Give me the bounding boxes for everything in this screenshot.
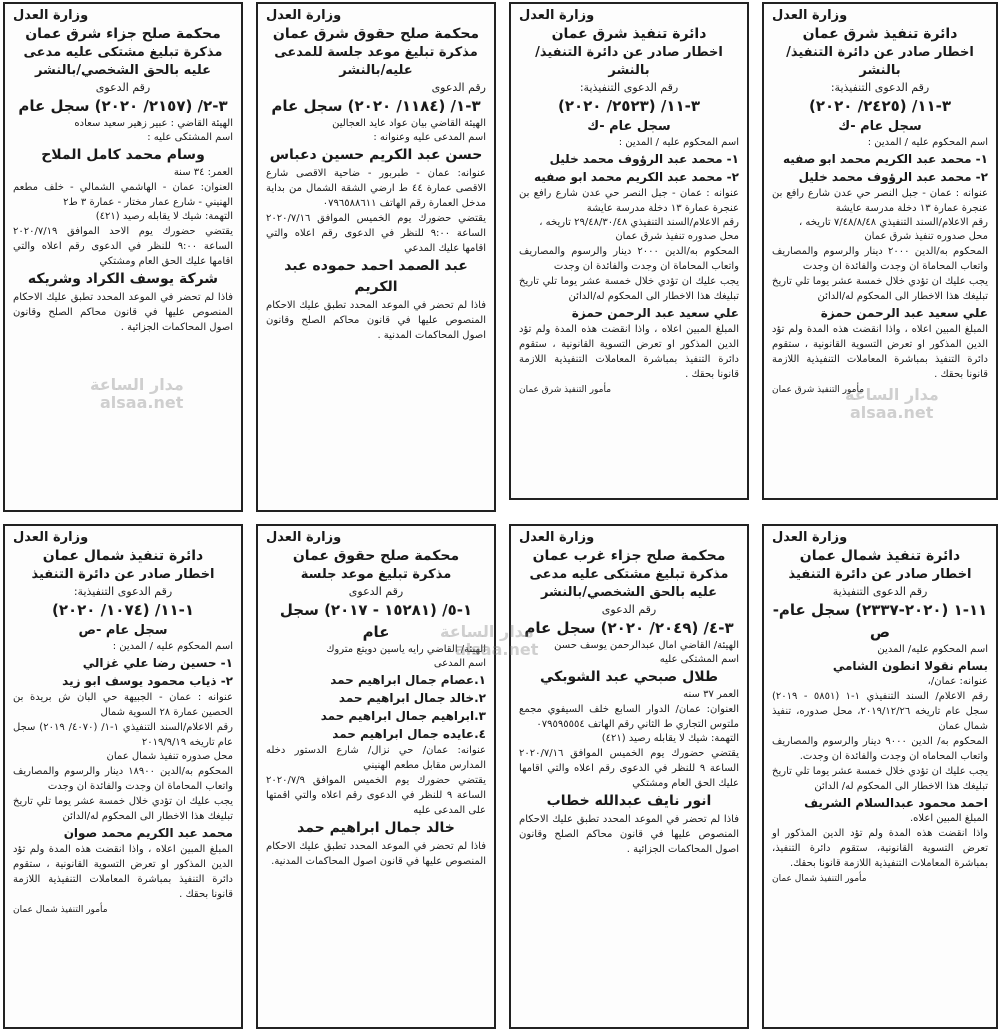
watermark-text: مدار الساعة: [845, 385, 939, 404]
ministry-title: وزارة العدل: [266, 530, 342, 545]
ministry-title: وزارة العدل: [519, 530, 595, 545]
judge-line: الهيئة/ القاضي امال عبدالرحمن يوسف حسن: [554, 640, 739, 651]
plaintiff-name: انور نايف عبدالله خطاب: [546, 793, 712, 809]
ministry-title: وزارة العدل: [519, 8, 595, 23]
court-name: محكمة صلح جزاء شرق عمان: [25, 26, 221, 42]
case-label: رقم الدعوى: [95, 81, 151, 94]
watermark-text: مدار الساعة: [440, 622, 534, 641]
amount-line: المبلغ المبين اعلاه.: [910, 813, 988, 824]
plaintiff-name: شركة يوسف الكراد وشريكه: [27, 271, 219, 287]
judge-line: الهيئة القاضي : عبير زهير سعيد سعاده: [74, 118, 233, 129]
hearing-line: يقتضي حضورك يوم الخميس الموافق ٢٠٢٠/٧/٩ الساعة ٩ للنظر في الدعوى رقم اعلاه والتي اقمتها على المدعى عليه: [266, 775, 486, 816]
closing-text: واذا انقضت هذه المدة ولم تؤد الدين المذكور او تعرض التسوية القانونية، ستقوم دائرة التنفيذ، بمباشرة المعاملات التنفيذية اللازمة قانونا بحقك.: [772, 828, 988, 869]
case-number: ١-٥/ (١٥٢٨١ - ٢٠١٧) سجل عام: [279, 601, 473, 641]
watermark-url: alsaa.net: [850, 403, 934, 422]
case-number: ١-١١/ (١٠٧٤/ ٢٠٢٠): [51, 601, 195, 619]
judge-line: الهيئة/ القاضي رايه ياسين دويتع متروك: [326, 644, 486, 655]
department-name: دائرة تنفيذ شرق عمان: [551, 26, 707, 42]
payment-line: يجب عليك ان تؤدي خلال خمسة عشر يوما تلي تاريخ تبليغك هذا الاخطار الى المحكوم له/الدائن: [772, 276, 988, 302]
defendant-name: حسن عبد الكريم حسين دعباس: [269, 147, 483, 163]
notice-east-amman-execution-2425: [762, 2, 998, 500]
debtor-1: ١- حسين رضا علي غزالي: [82, 656, 233, 670]
watermark-url: alsaa.net: [100, 393, 184, 412]
case-label: رقم الدعوى: [348, 585, 404, 598]
notice-north-amman-execution-2337: [762, 524, 998, 1029]
signature-footer: مأمور التنفيذ شمال عمان: [13, 905, 108, 915]
debtor-2: ٢- محمد عبد الكريم محمد ابو صفيه: [533, 170, 739, 184]
signature-footer: مأمور التنفيذ شرق عمان: [519, 385, 612, 395]
closing-text: المبلغ المبين اعلاه ، واذا انقضت هذه المدة ولم تؤد الدين المذكور او تعرض التسوية القانونية ، ستقوم دائرة التنفيذ بمباشرة المعاملات التنفيذية اللازمة قانونا بحقك .: [772, 324, 988, 380]
claimant-1: ١.عصام جمال ابراهيم حمد: [330, 673, 486, 687]
ministry-title: وزارة العدل: [13, 530, 89, 545]
notice-subtitle: مذكرة تبليغ موعد جلسة للمدعى عليه/بالنشر: [274, 45, 478, 78]
issue-place-line: محل صدوره تنفيذ شرق عمان: [615, 231, 739, 242]
address-line: عنوانه: عمان/،: [927, 676, 988, 687]
notice-north-amman-execution-1074: [3, 524, 243, 1029]
age-line: العمر: ٣٤ سنة: [173, 167, 233, 178]
watermark-text: مدار الساعة: [90, 375, 184, 394]
charge-line: التهمة: شيك لا يقابله رصيد (٤٢١): [601, 733, 739, 744]
debtor-label: اسم المحكوم عليه / المدين :: [618, 137, 739, 148]
hearing-line: يقتضي حضورك يوم الاحد الموافق ٢٠٢٠/٧/١٩ الساعة ٩:٠٠ للنظر في الدعوى رقم اعلاه والتي اقامها عليك الحق العام ومشتكي: [13, 226, 233, 267]
notice-east-amman-penal: [3, 2, 243, 512]
notice-east-amman-civil: [256, 2, 496, 512]
address-line: عنوانه: عمان/ حي نزال/ شارع الدستور دخله المدارس مقابل مطعم الهنيني: [266, 745, 486, 771]
hearing-line: يقتضي حضورك يوم الخميس الموافق ٢٠٢٠/٧/١٦ الساعة ٩ للنظر في الدعوى رقم اعلاه والتي اقامها عليك الحق العام ومشتكي: [519, 748, 739, 789]
claimant-3: ٣.ابراهيم جمال ابراهيم حمد: [320, 709, 486, 723]
case-label: رقم الدعوى التنفيذية:: [579, 81, 679, 94]
address-line: عنوانه : عمان - الجبيهة حي البان ش بريدة بن الحصين عمارة ٢٨ السوية شمال: [13, 692, 233, 718]
judgment-line: المحكوم به/الدين ٢٠٠٠ دينار والرسوم والمصاريف واتعاب المحاماة ان وجدت والفائدة ان وجدت: [519, 246, 739, 272]
court-name: محكمة صلح حقوق عمان: [292, 548, 460, 564]
debtor-1: ١- محمد عبد الكريم محمد ابو صفيه: [782, 152, 988, 166]
age-line: العمر ٣٧ سنه: [683, 689, 739, 700]
creditor-name: علي سعيد عبد الرحمن حمزة: [820, 306, 988, 320]
claimant-2: ٢.خالد جمال ابراهيم حمد: [338, 691, 486, 705]
defendant-label: اسم المشتكى عليه :: [147, 132, 233, 143]
instrument-line: رقم الاعلام/السند التنفيذي ٢٩/٤٨/٣٠/٤٨ تاريخه ،: [539, 217, 739, 228]
debtor-1: ١- محمد عبد الرؤوف محمد خليل: [549, 152, 739, 166]
notice-subtitle: اخطار صادر عن دائرة التنفيذ/بالنشر: [535, 45, 723, 78]
ministry-title: وزارة العدل: [266, 8, 342, 23]
case-number: ٣-١١/ (٢٤٢٥/ ٢٠٢٠): [808, 97, 952, 115]
record-type: سجل عام -ص: [78, 623, 168, 638]
case-label: رقم الدعوى التنفيذية:: [830, 81, 930, 94]
payment-line: يجب عليك ان تؤدي خلال خمسة عشر يوما تلي تاريخ تبليغك هذا الاخطار الى المحكوم له/الدائن: [519, 276, 739, 302]
department-name: دائرة تنفيذ شمال عمان: [42, 548, 204, 564]
court-name: محكمة صلح جزاء غرب عمان: [532, 548, 726, 564]
case-number: ٣-٤/ (٢٠٤٩/ ٢٠٢٠) سجل عام: [524, 619, 734, 637]
defendant-label: اسم المشتكى عليه: [659, 654, 739, 665]
claimant-4: ٤.عايده جمال ابراهيم حمد: [332, 727, 486, 741]
ministry-title: وزارة العدل: [13, 8, 89, 23]
address-line: العنوان: عمان/ الدوار السابع خلف السيفوي مجمع ملتوس التجاري ط الثاني رقم الهاتف ٠٧٩٥٩٥٥٥٤: [519, 704, 739, 730]
signature-footer: مأمور التنفيذ شمال عمان: [772, 874, 867, 884]
address-line: عنوانه : عمان - جبل النصر حي عدن شارع رافع بن عنجرة عمارة ١٣ دخلة مدرسة عايشة: [519, 188, 739, 214]
payment-line: يجب عليك ان تؤدي خلال خمسة عشر يوما تلي تاريخ تبليغك هذا الاخطار الى المحكوم له/ الدائن: [772, 766, 988, 792]
creditor-name: علي سعيد عبد الرحمن حمزة: [571, 306, 739, 320]
instrument-line: رقم الاعلام/السند التنفيذي ٧/٤٨/٨/٤٨ تاريخه ،: [799, 217, 988, 228]
debtor-name: بسام نقولا انطون الشامي: [832, 659, 988, 673]
instrument-line: رقم الاعلام/ السند التنفيذي ١-١ (٥٨٥١ - ٢٠١٩) سجل عام تاريخه ٢٠١٩/١٢/٢٦، محل صدوره، تنفيذ شمال عمان: [772, 691, 988, 732]
hearing-line: يقتضي حضورك يوم الخميس الموافق ٢٠٢٠/٧/١٦ الساعة ٩:٠٠ للنظر في الدعوى رقم اعلاه والتي اقامها عليك المدعي: [266, 213, 486, 254]
ministry-title: وزارة العدل: [772, 530, 848, 545]
notice-west-amman-penal: [509, 524, 749, 1029]
department-name: دائرة تنفيذ شمال عمان: [799, 548, 961, 564]
instrument-line: رقم الاعلام/السند التنفيذي ١-١/ (٤٠٧٠/ ٢٠١٩) سجل عام تاريخه ٢٠١٩/٩/١٩: [13, 722, 233, 748]
judge-line: الهيئة القاضي بيان عواد عايد العجالين: [332, 118, 486, 129]
notice-east-amman-execution-2523: [509, 2, 749, 500]
closing-text: فاذا لم تحضر في الموعد المحدد تطبق عليك الاحكام المنصوص عليها في قانون محاكم الصلح وقانون اصول المحاكمات الجزائية .: [13, 292, 233, 333]
judgment-line: المحكوم به/الدين ١٨٩٠٠ دينار والرسوم والمصاريف واتعاب المحاماة ان وجدت والفائدة ان وجدت: [13, 766, 233, 792]
case-number: ٣-١١/ (٢٥٢٣/ ٢٠٢٠): [557, 97, 701, 115]
case-number: ٣-١/ (١١٨٤/ ٢٠٢٠) سجل عام: [271, 97, 481, 115]
judgment-line: المحكوم به/الدين ٢٠٠٠ دينار والرسوم والمصاريف واتعاب المحاماة ان وجدت والفائدة ان وجدت: [772, 246, 988, 272]
plaintiff-label: اسم المدعى: [433, 658, 486, 669]
record-type: سجل عام -ك: [838, 119, 922, 134]
notice-amman-civil-hearing: [256, 524, 496, 1029]
case-label: رقم الدعوى التنفيذية: [832, 585, 928, 598]
debtor-label: اسم المحكوم عليه / المدين :: [112, 641, 233, 652]
case-number: ٣-٢/ (٢١٥٧/ ٢٠٢٠) سجل عام: [18, 97, 228, 115]
watermark-url: alsaa.net: [455, 640, 539, 659]
notice-subtitle: مذكرة تبليغ مشتكى عليه مدعى عليه بالحق الشخصي/بالنشر: [23, 45, 223, 78]
issue-place-line: محل صدوره تنفيذ شمال عمان: [106, 751, 233, 762]
charge-line: التهمة: شيك لا يقابله رصيد (٤٢١): [95, 211, 233, 222]
department-name: دائرة تنفيذ شرق عمان: [802, 26, 958, 42]
notice-subtitle: مذكرة تبليغ موعد جلسة: [300, 567, 452, 582]
debtor-2: ٢- محمد عبد الرؤوف محمد خليل: [798, 170, 988, 184]
issue-place-line: محل صدوره تنفيذ شرق عمان: [864, 231, 988, 242]
record-type: سجل عام -ك: [587, 119, 671, 134]
ministry-title: وزارة العدل: [772, 8, 848, 23]
closing-text: فاذا لم تحضر في الموعد المحدد تطبق عليك الاحكام المنصوص عليها في قانون محاكم الصلح وقانون اصول المحاكمات المدنية .: [266, 300, 486, 341]
signature-footer: مأمور التنفيذ شرق عمان: [772, 385, 865, 395]
court-name: محكمة صلح حقوق شرق عمان: [272, 26, 480, 42]
defendant-name: طلال صبحي عبد الشوبكي: [539, 669, 719, 685]
closing-text: المبلغ المبين اعلاه ، واذا انقضت هذه المدة ولم تؤد الدين المذكور او تعرض التسوية القانونية ، ستقوم دائرة التنفيذ بمباشرة المعاملات التنفيذية اللازمة قانونا بحقك .: [519, 324, 739, 380]
plaintiff-name: عبد الصمد احمد حموده عبد الكريم: [284, 258, 468, 295]
closing-text: فاذا لم تحضر في الموعد المحدد تطبق عليك الاحكام المنصوص عليها في قانون اصول المحاكمات المدنية.: [266, 841, 486, 867]
payment-line: يجب عليك ان تؤدي خلال خمسة عشر يوما تلي تاريخ تبليغك هذا الاخطار الى المحكوم له/الدائن: [13, 796, 233, 822]
creditor-name: احمد محمود عبدالسلام الشريف: [804, 796, 988, 810]
defendant-name: وسام محمد كامل الملاح: [41, 147, 205, 163]
case-label: رقم الدعوى التنفيذية:: [73, 585, 173, 598]
case-label: رقم الدعوى: [601, 603, 657, 616]
debtor-label: اسم المحكوم عليه / المدين :: [867, 137, 988, 148]
closing-text: المبلغ المبين اعلاه ، واذا انقضت هذه المدة ولم تؤد الدين المذكور او تعرض التسوية القانونية ، ستقوم دائرة التنفيذ بمباشرة المعاملات التنفيذية اللازمة قانونا بحقك .: [13, 844, 233, 900]
creditor-name: محمد عبد الكريم محمد صوان: [63, 826, 233, 840]
notice-subtitle: اخطار صادر عن دائرة التنفيذ: [31, 567, 215, 582]
notice-subtitle: مذكرة تبليغ مشتكى عليه مدعى عليه بالحق الشخصي/بالنشر: [529, 567, 729, 600]
debtor-2: ٢- ذياب محمود يوسف ابو زيد: [62, 674, 233, 688]
notice-subtitle: اخطار صادر عن دائرة التنفيذ: [788, 567, 972, 582]
case-label: رقم الدعوى: [431, 81, 486, 94]
address-line: عنوانه : عمان - جبل النصر حي عدن شارع رافع بن عنجرة عمارة ١٣ دخلة مدرسة عايشة: [772, 188, 988, 214]
notice-subtitle: اخطار صادر عن دائرة التنفيذ/بالنشر: [786, 45, 974, 78]
judgment-line: المحكوم به/ الدين ٩٠٠٠ دينار والرسوم والمصاريف واتعاب المحاماه ان وجدت والفائدة ان وجدت.: [772, 736, 988, 762]
defendant-label: اسم المدعى عليه وعنوانه :: [373, 132, 486, 143]
address-line: عنوانه: عمان - طبربور - ضاحية الاقصى شارع الاقصى عمارة ٤٤ ط ارضي الشقة الشمال من بداية مدخل العمارة رقم الهاتف ٠٧٩٦٥٨٨٦١١: [266, 168, 486, 209]
address-line: العنوان: عمان - الهاشمي الشمالي - خلف مطعم الهنيني - شارع عمار مختار - عمارة ٣ ط٢: [13, 182, 233, 208]
case-number: ١١-١ (٢٠٢٠-٢٣٣٧) سجل عام-ص: [772, 601, 988, 641]
debtor-label: اسم المحكوم عليه/ المدين: [877, 644, 988, 655]
closing-text: فاذا لم تحضر في الموعد المحدد تطبق عليك الاحكام المنصوص عليها في قانون محاكم الصلح وقانون اصول المحاكمات الجزائية .: [519, 814, 739, 855]
signatory-name: خالد جمال ابراهيم حمد: [297, 820, 455, 836]
